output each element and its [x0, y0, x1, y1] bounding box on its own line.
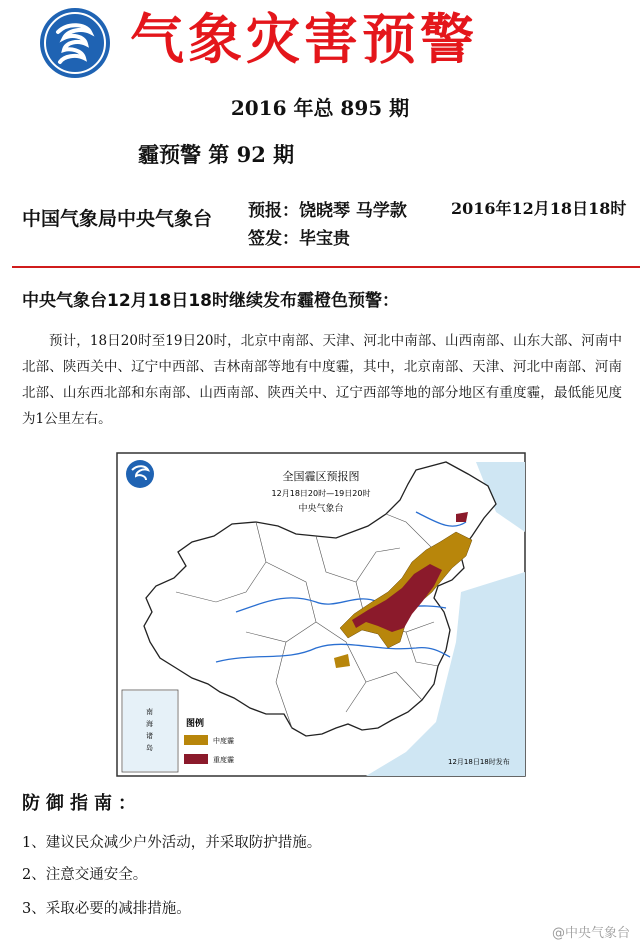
- issue-number: 2016 年总 895 期: [230, 96, 410, 120]
- inset-sea: [123, 691, 177, 771]
- inset-label-3: 诸: [146, 732, 153, 740]
- haze-forecast-map: [116, 452, 526, 777]
- forecast-body: 预计，18日20时至19日20时，北京中南部、天津、河北中南部、山西南部、山东大部、河南中北部、陕西关中、辽宁中西部、吉林南部等地有中度霾，其中，北京南部、天津、河北中南部、河南北部、山东西北部和东南部、山西南部、陕西关中、辽宁西部等地的部分地区有重度霾，最低能见度为1公里左右。: [22, 333, 622, 427]
- map-footer: 12月18日18时发布: [448, 758, 510, 766]
- legend-title: 图例: [186, 719, 205, 729]
- issue-datetime: 2016年12月18日18时: [451, 199, 627, 218]
- guide-item: 2、注意交通安全。: [22, 867, 148, 883]
- signer: 签发：毕宝贵: [248, 229, 350, 249]
- legend-label-severe: 重度霾: [213, 756, 234, 764]
- organization: 中国气象局中央气象台: [22, 208, 213, 230]
- guide-item: 1、建议民众减少户外活动，并采取防护措施。: [22, 835, 322, 851]
- inset-label-4: 岛: [146, 744, 153, 752]
- map-issuer: 中央气象台: [298, 504, 344, 514]
- legend-label-moderate: 中度霾: [213, 737, 234, 745]
- legend-swatch-severe: [184, 754, 208, 764]
- bulletin-title: 气象灾害预警: [130, 7, 478, 71]
- map-title: 全国霾区预报图: [282, 470, 360, 483]
- inset-label-1: 南: [146, 708, 153, 716]
- guide-title: 防御指南：: [22, 793, 142, 814]
- legend-swatch-moderate: [184, 735, 208, 745]
- warning-headline: 中央气象台12月18日18时继续发布霾橙色预警：: [22, 291, 399, 311]
- warning-issue-number: 霾预警 第 92 期: [138, 142, 295, 167]
- weibo-watermark: @中央气象台: [551, 926, 630, 941]
- map-period: 12月18日20时—19日20时: [271, 489, 371, 498]
- guide-item: 3、采取必要的减排措施。: [22, 901, 191, 917]
- header-divider: [12, 266, 640, 268]
- map-logo: [126, 460, 154, 488]
- cma-logo: [38, 6, 112, 80]
- forecasters: 预报：饶晓琴 马学款: [248, 201, 407, 221]
- inset-label-2: 海: [146, 720, 153, 728]
